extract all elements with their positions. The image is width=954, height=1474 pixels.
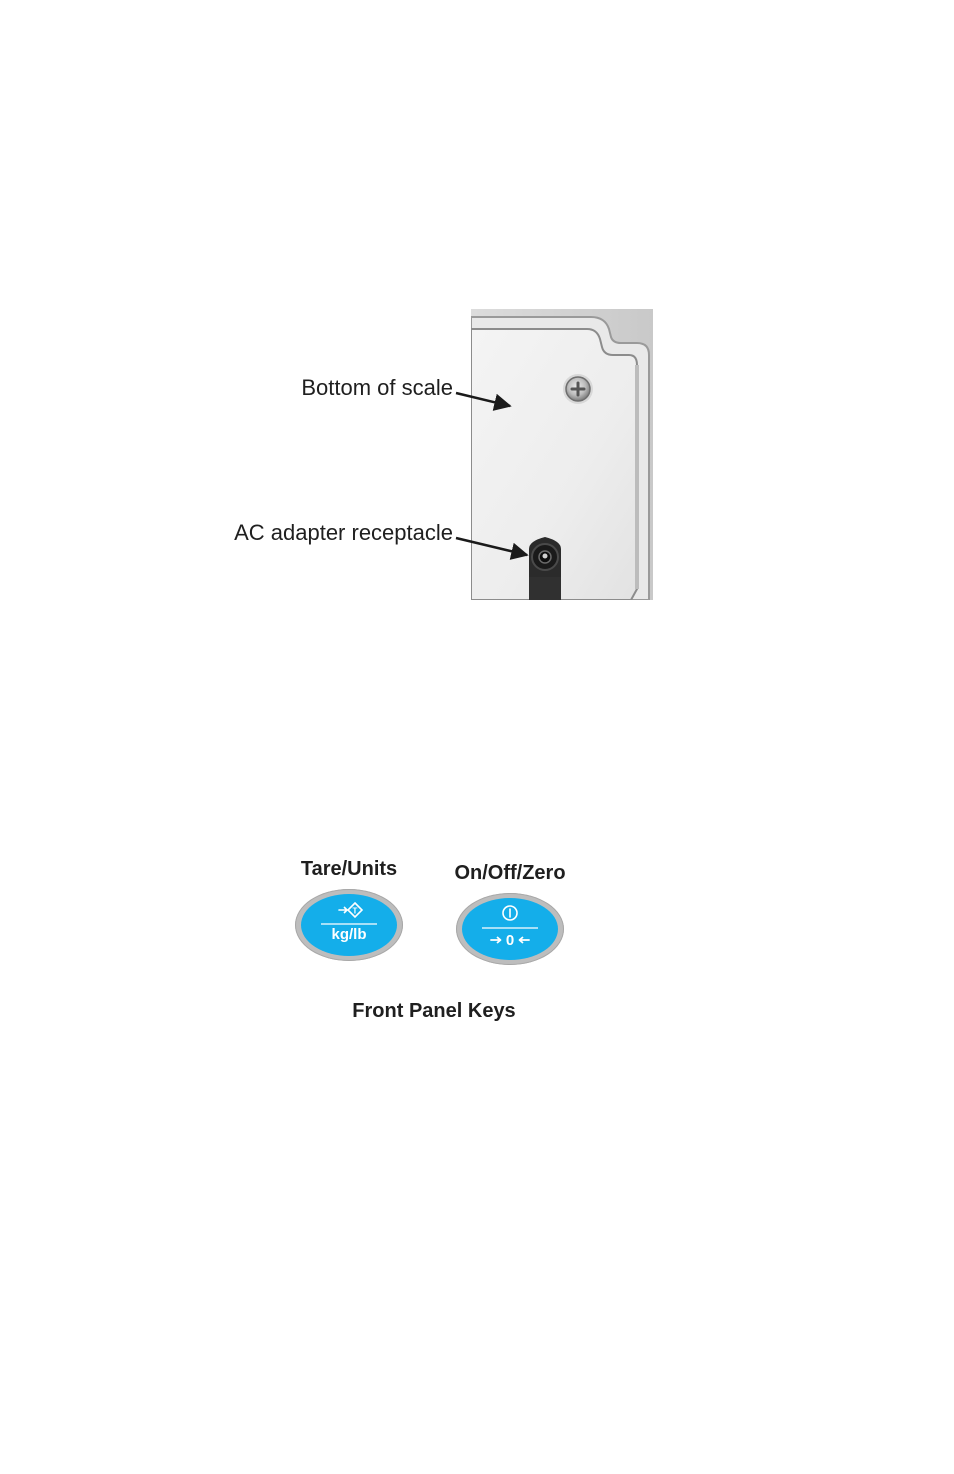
tare-units-title: Tare/Units (300, 858, 398, 880)
svg-text:0: 0 (505, 932, 515, 949)
bottom-of-scale-label: Bottom of scale (301, 375, 453, 400)
front-panel-keys-caption: Front Panel Keys (352, 1000, 516, 1022)
scale-bottom-photo (471, 309, 653, 600)
screw-icon (563, 374, 593, 404)
on-off-zero-key[interactable] (456, 893, 564, 965)
on-off-zero-key-face[interactable] (462, 898, 558, 960)
zero-icon (491, 932, 529, 949)
kg-lb-label: kg/lb (331, 926, 367, 943)
on-off-zero-title: On/Off/Zero (454, 862, 566, 884)
power-icon (503, 906, 517, 920)
tare-units-key[interactable] (295, 889, 403, 961)
tare-icon (339, 903, 362, 917)
scale-bottom-figure (0, 0, 954, 620)
tare-units-key-face[interactable] (301, 894, 397, 956)
svg-text:T: T (352, 906, 358, 916)
ac-adapter-receptacle-label: AC adapter receptacle (234, 520, 453, 545)
ac-adapter-jack (529, 537, 561, 600)
